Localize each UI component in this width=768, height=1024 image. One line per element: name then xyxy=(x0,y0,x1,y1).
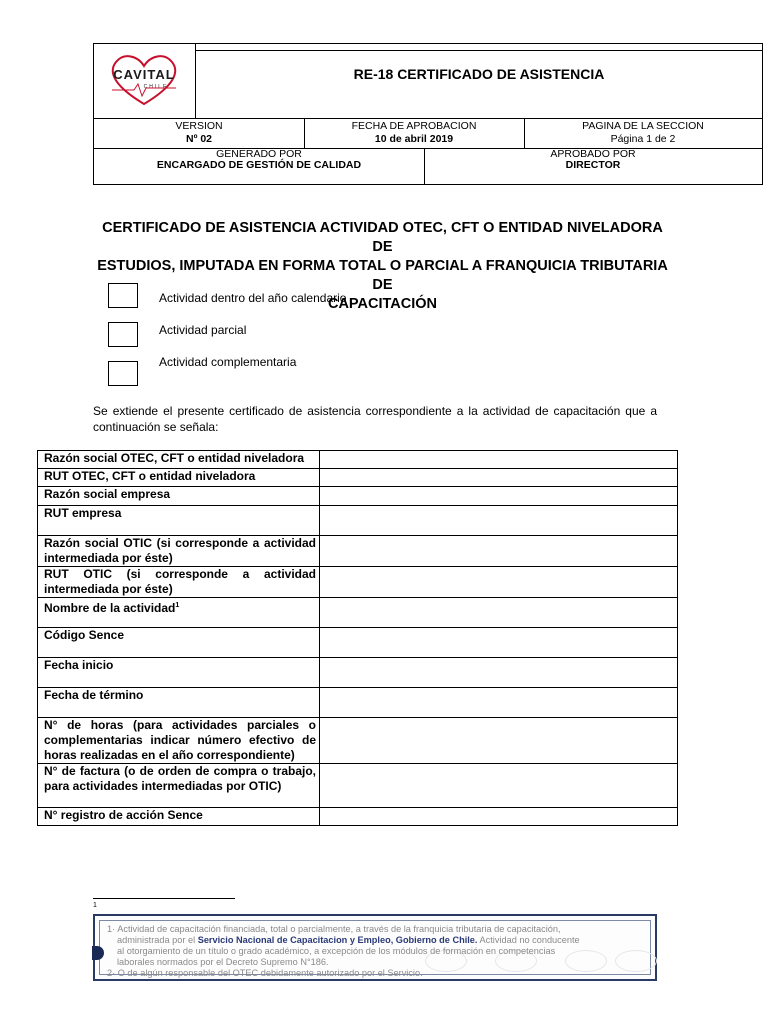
aprobado-cell xyxy=(424,149,762,185)
table-row xyxy=(38,808,678,826)
header-row-version xyxy=(94,118,762,149)
table-row xyxy=(38,688,678,718)
title-cell xyxy=(196,44,762,118)
row-value-field[interactable] xyxy=(320,506,678,536)
svg-text:CHILE: CHILE xyxy=(143,84,169,90)
row-label: RUT empresa xyxy=(38,506,320,536)
footnote-line-4: laborales normados por el Decreto Supremo N°186. xyxy=(117,957,329,967)
table-row xyxy=(38,567,678,598)
table-row xyxy=(38,598,678,628)
intro-paragraph: Se extiende el presente certificado de asistencia correspondiente a la actividad de capacitación que a continuación se señala: xyxy=(93,404,657,434)
checkbox-actividad-complementaria[interactable] xyxy=(108,361,138,386)
footnote-line-5: O de algún responsable del OTEC debidamente autorizado por el Servicio. xyxy=(117,968,423,978)
footnote-marker-2: 2· xyxy=(107,968,116,978)
row-label: Código Sence xyxy=(38,628,320,658)
pagina-cell xyxy=(524,119,762,149)
row-label: Razón social OTEC, CFT o entidad niveladora xyxy=(38,451,320,469)
heading-line-2: ESTUDIOS, IMPUTADA EN FORMA TOTAL O PARCIAL A FRANQUICIA TRIBUTARIA DE xyxy=(97,258,668,293)
svg-text:CAVITAL: CAVITAL xyxy=(113,67,175,82)
cavital-logo xyxy=(94,44,194,116)
checkbox-label-actividad-anual: Actividad dentro del año calendario xyxy=(159,291,347,305)
version-label: VERSION xyxy=(175,120,223,132)
document-header xyxy=(93,43,763,185)
row-label: N° registro de acción Sence xyxy=(38,808,320,826)
document-title: RE-18 CERTIFICADO DE ASISTENCIA xyxy=(353,66,605,82)
footnote-marker-1: 1· xyxy=(107,924,116,934)
table-row xyxy=(38,658,678,688)
footnote-ref: 1 xyxy=(175,602,180,609)
activity-data-table xyxy=(37,450,678,826)
heading-line-1: CERTIFICADO DE ASISTENCIA ACTIVIDAD OTEC, CFT O ENTIDAD NIVELADORA DE xyxy=(102,220,663,255)
table-row xyxy=(38,469,678,487)
logo-cell xyxy=(94,44,196,118)
row-label-text: Nombre de la actividad xyxy=(44,601,176,615)
row-label: Razón social OTIC (si corresponde a actividad intermediada por éste) xyxy=(38,536,320,567)
generado-value: ENCARGADO DE GESTIÓN DE CALIDAD xyxy=(156,159,362,171)
row-label xyxy=(38,598,320,628)
checkbox-label-actividad-complementaria: Actividad complementaria xyxy=(159,355,297,369)
checkbox-label-actividad-parcial: Actividad parcial xyxy=(159,323,247,337)
table-row xyxy=(38,764,678,808)
footnote-box xyxy=(93,914,657,981)
row-label: N° de factura (o de orden de compra o trabajo, para actividades intermediadas por OTIC) xyxy=(38,764,320,808)
pagina-value: Página 1 de 2 xyxy=(610,133,676,145)
footnote-line-2c: Actividad no conducente xyxy=(477,935,580,945)
aprobado-label: APROBADO POR xyxy=(550,148,636,160)
table-row xyxy=(38,718,678,764)
footnote-number: 1 xyxy=(93,902,97,909)
row-label: N° de horas (para actividades parciales o complementarias indicar número efectivo de horas realizadas en el año correspondiente) xyxy=(38,718,320,764)
row-value-field[interactable] xyxy=(320,598,678,628)
row-value-field[interactable] xyxy=(320,451,678,469)
row-label: RUT OTEC, CFT o entidad niveladora xyxy=(38,469,320,487)
table-row xyxy=(38,536,678,567)
table-row xyxy=(38,506,678,536)
row-value-field[interactable] xyxy=(320,487,678,506)
row-value-field[interactable] xyxy=(320,536,678,567)
table-row xyxy=(38,451,678,469)
fecha-cell xyxy=(304,119,524,149)
footnote-text xyxy=(107,924,647,979)
footnote-separator xyxy=(93,898,235,899)
row-value-field[interactable] xyxy=(320,469,678,487)
sence-name: Servicio Nacional de Capacitacion y Empleo, Gobierno de Chile. xyxy=(197,935,478,945)
header-row-authors xyxy=(94,148,762,185)
fecha-label: FECHA DE APROBACION xyxy=(351,120,477,132)
aprobado-value: DIRECTOR xyxy=(565,159,621,171)
heading-line-3: CAPACITACIÓN xyxy=(327,296,437,312)
footnote-line-1: Actividad de capacitación financiada, total o parcialmente, a través de la franquicia tributaria de capacitación, xyxy=(117,924,561,934)
checkbox-actividad-anual[interactable] xyxy=(108,283,138,308)
row-label: Razón social empresa xyxy=(38,487,320,506)
table-row xyxy=(38,487,678,506)
row-value-field[interactable] xyxy=(320,567,678,598)
row-value-field[interactable] xyxy=(320,808,678,826)
fecha-value: 10 de abril 2019 xyxy=(374,133,454,145)
version-cell xyxy=(94,119,304,149)
footnote-line-3: al otorgamiento de un título o grado académico, a excepción de los módulos de formación en competencias xyxy=(117,946,556,956)
table-row xyxy=(38,628,678,658)
pagina-label: PAGINA DE LA SECCION xyxy=(582,120,704,132)
row-value-field[interactable] xyxy=(320,628,678,658)
version-value: Nº 02 xyxy=(185,133,212,145)
generado-cell xyxy=(94,149,424,185)
row-value-field[interactable] xyxy=(320,658,678,688)
row-label: Fecha inicio xyxy=(38,658,320,688)
row-value-field[interactable] xyxy=(320,718,678,764)
checkbox-actividad-parcial[interactable] xyxy=(108,322,138,347)
generado-label: GENERADO POR xyxy=(216,148,302,160)
row-label: Fecha de término xyxy=(38,688,320,718)
row-value-field[interactable] xyxy=(320,688,678,718)
footnote-line-2a: administrada por el xyxy=(117,935,198,945)
row-label: RUT OTIC (si corresponde a actividad intermediada por éste) xyxy=(38,567,320,598)
row-value-field[interactable] xyxy=(320,764,678,808)
